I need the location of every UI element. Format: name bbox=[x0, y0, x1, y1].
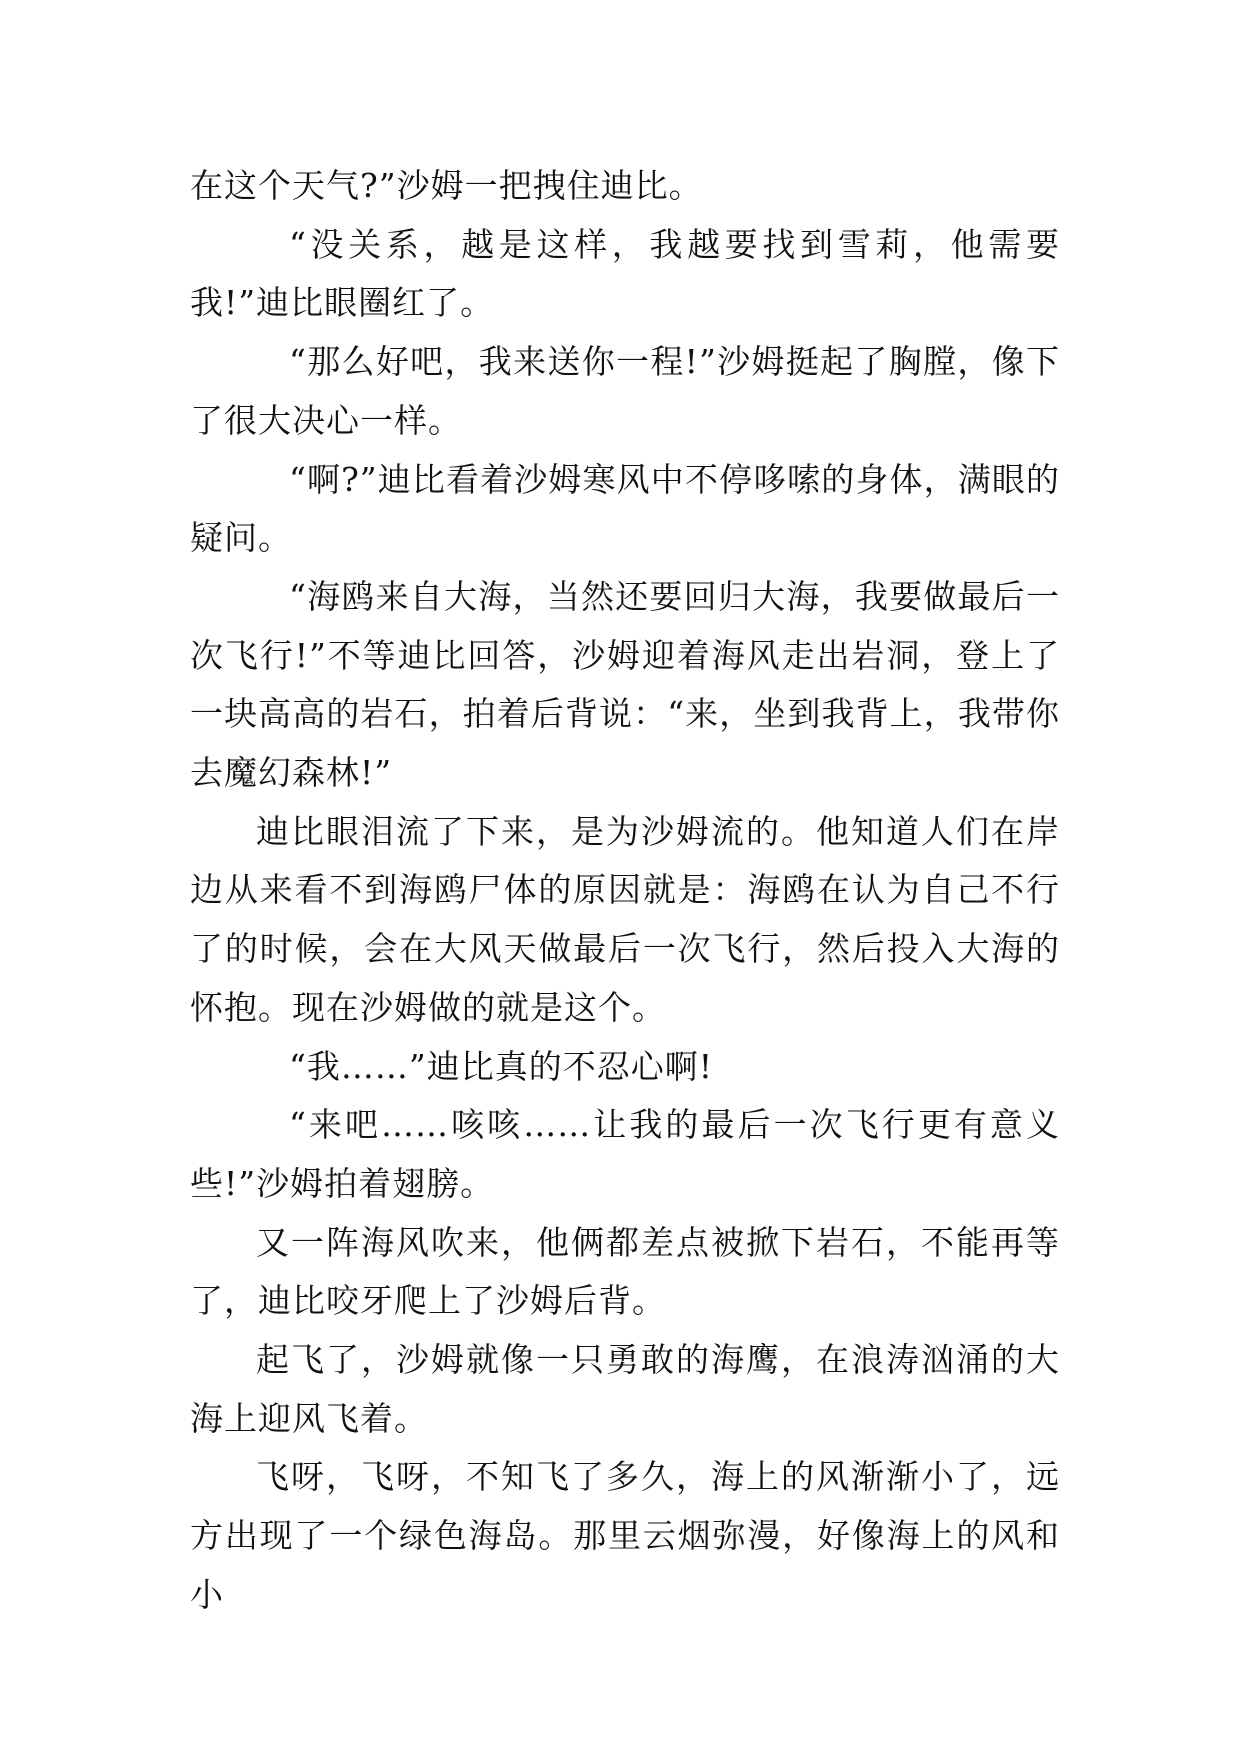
paragraph-10: 起飞了，沙姆就像一只勇敢的海鹰，在浪涛汹涌的大海上迎风飞着。 bbox=[190, 1340, 1060, 1438]
paragraph-4: “啊?”迪比看着沙姆寒风中不停哆嗦的身体，满眼的疑问。 bbox=[190, 459, 1060, 558]
story-text bbox=[190, 157, 1060, 1625]
paragraph-1: 在这个天气?”沙姆一把拽住迪比。 bbox=[190, 166, 703, 205]
paragraph-8: “来吧……咳咳……让我的最后一次飞行更有意义些!”沙姆拍着翅膀。 bbox=[190, 1105, 1060, 1203]
paragraph-11: 飞呀，飞呀，不知飞了多久，海上的风渐渐小了，远方出现了一个绿色海岛。那里云烟弥漫，好像海上的风和小 bbox=[190, 1457, 1060, 1614]
paragraph-9: 又一阵海风吹来，他俩都差点被掀下岩石，不能再等了，迪比咬牙爬上了沙姆后背。 bbox=[190, 1222, 1060, 1321]
paragraph-2: “没关系，越是这样，我越要找到雪莉，他需要我!”迪比眼圈红了。 bbox=[190, 224, 1060, 323]
paragraph-6: 迪比眼泪流了下来，是为沙姆流的。他知道人们在岸边从来看不到海鸥尸体的原因就是：海鸥在认为自己不行了的时候，会在大风天做最后一次飞行，然后投入大海的怀抱。现在沙姆做的就是这个。 bbox=[190, 811, 1060, 1027]
paragraph-3: “那么好吧，我来送你一程!”沙姆挺起了胸膛，像下了很大决心一样。 bbox=[190, 342, 1060, 440]
paragraph-7: “我……”迪比真的不忍心啊! bbox=[289, 1046, 714, 1086]
paragraph-5: “海鸥来自大海，当然还要回归大海，我要做最后一次飞行!”不等迪比回答，沙姆迎着海风走出岩洞，登上了一块高高的岩石，拍着后背说：“来，坐到我背上，我带你去魔幻森林!” bbox=[190, 576, 1060, 793]
